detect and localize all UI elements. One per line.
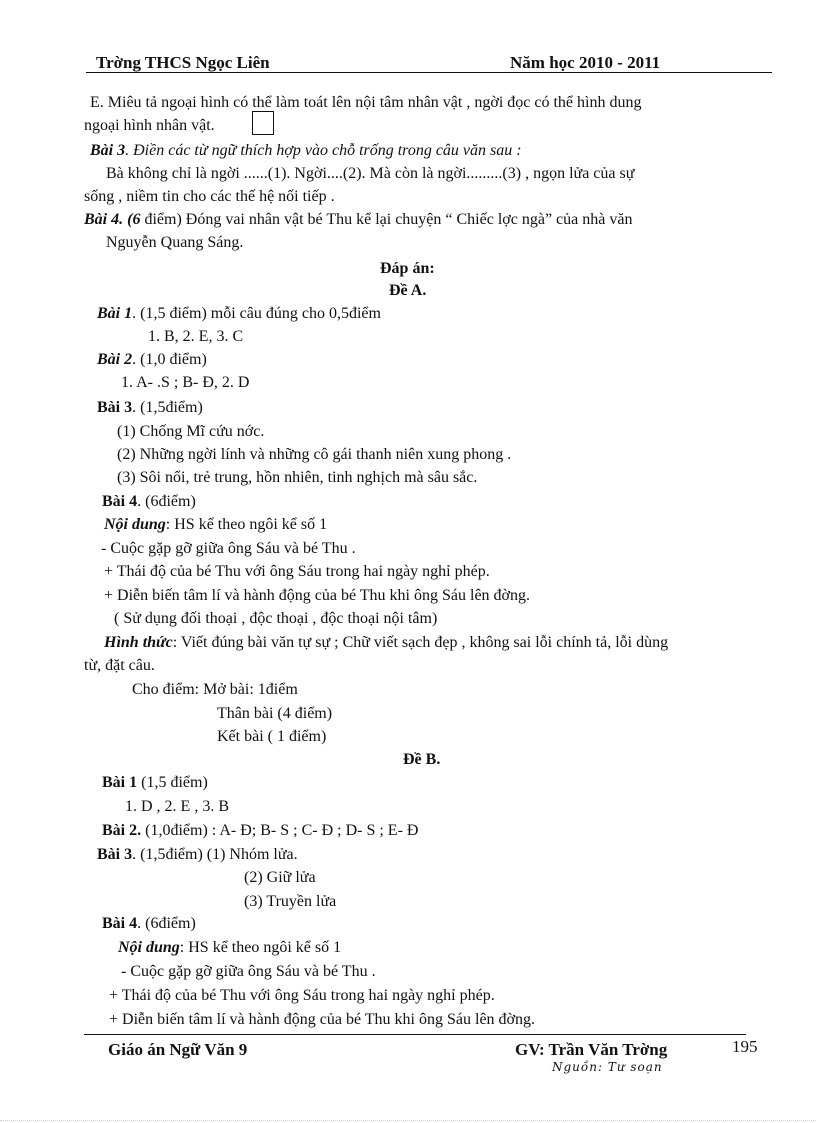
a-than-bai: Thân bài (4 điểm) — [217, 705, 333, 722]
answer-checkbox[interactable] — [252, 111, 274, 135]
a-hinh-thuc-label: Hình thức — [104, 634, 173, 651]
a-bai-2-label: Bài 2 — [97, 351, 133, 368]
a-bai-1-answers: 1. B, 2. E, 3. C — [148, 328, 244, 345]
option-e-line-1: E. Miêu tả ngoại hình có thể làm toát lên nội tâm nhân vật , ngời đọc có thể hình dung — [90, 94, 642, 111]
section-de-b: Đề B. — [403, 751, 441, 768]
exercise-4-label: Bài 4. (6 — [84, 211, 141, 228]
header-rule — [86, 72, 772, 73]
b-bai-3-text: . (1,5điểm) (1) Nhóm lửa. — [132, 846, 298, 863]
header-year: Năm học 2010 - 2011 — [510, 53, 661, 72]
b-bai-1-text: (1,5 điểm) — [137, 774, 208, 791]
b-bai-4 — [102, 915, 196, 933]
exercise-3-line-2: sống , niềm tin cho các thế hệ nối tiếp . — [84, 188, 335, 205]
b-bai-1-label: Bài 1 — [102, 774, 138, 791]
a-bai-3-item-3: (3) Sôi nổi, trẻ trung, hồn nhiên, tinh nghịch mà sâu sắc. — [117, 469, 478, 486]
a-bai-3-text: . (1,5điểm) — [132, 399, 203, 416]
a-bai-3-item-1: (1) Chống Mĩ cứu nớc. — [117, 423, 265, 440]
a-noi-dung-3: + Diễn biến tâm lí và hành động của bé Thu khi ông Sáu lên đờng. — [104, 587, 530, 604]
b-bai-3-item-3: (3) Truyền lửa — [244, 893, 337, 910]
exercise-4-text: điểm) Đóng vai nhân vật bé Thu kể lại chuyện “ Chiếc lợc ngà” của nhà văn — [140, 211, 633, 228]
a-noi-dung-text: : HS kể theo ngôi kể số 1 — [165, 516, 328, 533]
a-ket-bai: Kết bài ( 1 điểm) — [217, 728, 327, 745]
a-bai-4-text: . (6điểm) — [137, 493, 196, 510]
a-noi-dung-4: ( Sử dụng đối thoại , độc thoại , độc thoại nội tâm) — [114, 610, 438, 627]
b-noi-dung — [118, 939, 341, 957]
b-bai-2 — [102, 822, 418, 840]
b-bai-4-text: . (6điểm) — [137, 915, 196, 932]
a-hinh-thuc-cont: từ, đặt câu. — [84, 657, 155, 674]
a-hinh-thuc-text: : Viết đúng bài văn tự sự ; Chữ viết sạch đẹp , không sai lỗi chính tả, lỗi dùng — [172, 634, 669, 651]
b-bai-4-label: Bài 4 — [102, 915, 138, 932]
a-noi-dung-label: Nội dung — [104, 516, 166, 533]
b-bai-2-text: (1,0điểm) : A- Đ; B- S ; C- Đ ; D- S ; E- Đ — [141, 822, 419, 839]
footer-source: Nguồn: Tư soạn — [552, 1060, 663, 1074]
b-noi-dung-2: + Thái độ của bé Thu với ông Sáu trong hai ngày nghỉ phép. — [109, 987, 495, 1004]
page-edge — [0, 1120, 816, 1121]
a-hinh-thuc — [104, 634, 668, 652]
footer-rule — [84, 1034, 746, 1035]
a-bai-1 — [97, 305, 381, 323]
b-bai-1 — [102, 774, 208, 792]
a-bai-2-answers: 1. A- .S ; B- Đ, 2. D — [121, 374, 250, 391]
page-number: 195 — [732, 1037, 758, 1056]
a-bai-4 — [102, 493, 196, 511]
a-noi-dung — [104, 516, 327, 534]
a-bai-3-item-2: (2) Những ngời lính và những cô gái thanh niên xung phong . — [117, 446, 512, 463]
a-cho-diem: Cho điểm: Mở bài: 1điểm — [132, 681, 298, 698]
exercise-3-line-1: Bà không chỉ là ngời ......(1). Ngời....(2). Mà còn là ngời.........(3) , ngọn lửa của sự — [106, 165, 635, 182]
exercise-3-text: . Điền các từ ngữ thích hợp vào chỗ trống trong câu văn sau : — [125, 142, 522, 159]
a-bai-3 — [97, 399, 203, 417]
a-bai-4-label: Bài 4 — [102, 493, 138, 510]
header-school: Trờng THCS Ngọc Liên — [96, 53, 270, 72]
exercise-4-line-2: Nguyễn Quang Sáng. — [106, 234, 244, 251]
a-noi-dung-1: - Cuộc gặp gỡ giữa ông Sáu và bé Thu . — [101, 540, 356, 557]
b-bai-3-item-2: (2) Giữ lửa — [244, 869, 316, 886]
exercise-4-prompt — [84, 211, 632, 229]
a-bai-1-text: . (1,5 điểm) mỗi câu đúng cho 0,5điểm — [132, 305, 381, 322]
b-noi-dung-text: : HS kể theo ngôi kể số 1 — [179, 939, 342, 956]
a-bai-1-label: Bài 1 — [97, 305, 133, 322]
footer-left: Giáo án Ngữ Văn 9 — [108, 1040, 248, 1059]
a-bai-2-text: . (1,0 điểm) — [132, 351, 207, 368]
footer-right: GV: Trần Văn Trờng — [515, 1040, 668, 1059]
b-noi-dung-1: - Cuộc gặp gỡ giữa ông Sáu và bé Thu . — [121, 963, 376, 980]
b-bai-3 — [97, 846, 298, 864]
option-e-line-2: ngoại hình nhân vật. — [84, 117, 215, 134]
exercise-3-label: Bài 3 — [90, 142, 126, 159]
section-de-a: Đề A. — [389, 282, 427, 299]
b-noi-dung-3: + Diễn biến tâm lí và hành động của bé Thu khi ông Sáu lên đờng. — [109, 1011, 535, 1028]
b-bai-3-label: Bài 3 — [97, 846, 133, 863]
b-bai-2-label: Bài 2. — [102, 822, 142, 839]
b-bai-1-answers: 1. D , 2. E , 3. B — [125, 798, 229, 815]
answer-title: Đáp án: — [380, 260, 435, 277]
a-bai-2 — [97, 351, 207, 369]
a-bai-3-label: Bài 3 — [97, 399, 133, 416]
exercise-3-prompt — [90, 142, 522, 160]
b-noi-dung-label: Nội dung — [118, 939, 180, 956]
a-noi-dung-2: + Thái độ của bé Thu với ông Sáu trong hai ngày nghỉ phép. — [104, 563, 490, 580]
